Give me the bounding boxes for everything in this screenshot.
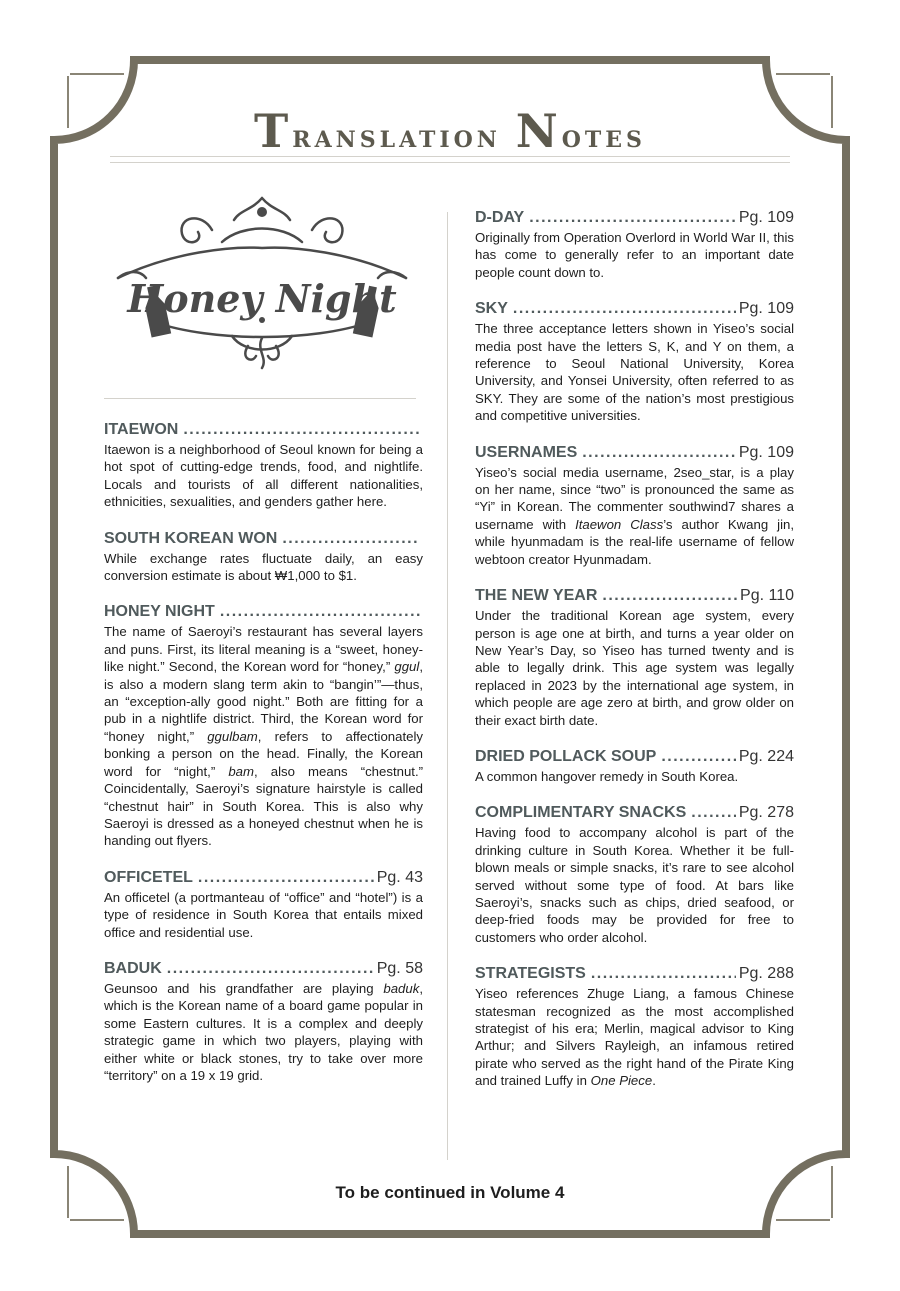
note-header (475, 802, 794, 823)
note-italic-text: ggul (394, 659, 420, 675)
note-text: , which is the Korean name of a board game popular in some Eastern cultures. It is a complex and deeply strategic game in which two players, playing with either white or black stones, try to take over more “territory” on a 19 x 19 grid. (104, 980, 423, 1083)
dot-leader (591, 963, 736, 984)
note-italic-text: Itaewon Class (575, 516, 664, 532)
note-text: A common hangover remedy in South Korea. (475, 768, 739, 784)
note-body (104, 550, 423, 585)
note-text: , is also a modern slang term akin to “bangin’”—thus, an “exception-ally good night.” Both are fitting for a pub in a nightlife district. Third, the Korean word for “honey night,” (104, 659, 423, 744)
note-term: DRIED POLLACK SOUP (475, 747, 657, 765)
note-page-ref: Pg. 110 (740, 587, 794, 605)
dot-leader (661, 746, 736, 767)
title-rule-top (110, 156, 790, 157)
note-italic-text: ggulbam (207, 728, 258, 744)
note-page-ref: Pg. 109 (738, 443, 794, 461)
note-officetel (104, 867, 423, 941)
note-header (475, 746, 794, 767)
note-text: Geunsoo and his grandfather are playing (104, 980, 384, 996)
note-page-ref: Pg. 224 (738, 747, 794, 765)
note-body (104, 623, 423, 849)
note-page-ref: Pg. 109 (738, 209, 794, 226)
note-text: Having food to accompany alcohol is part of the drinking culture in South Korea. Whether it be full-blown meals or simple snacks, it’s rare to see alcohol served without some type of food. At bars like Saeroyi’s, snacks such as chips, dried seafood, or deep-fried foods may be provided for free to customers who order alcohol. (475, 825, 794, 945)
note-body (475, 985, 794, 1089)
note-text: . (652, 1073, 656, 1089)
note-page-ref: Pg. 109 (738, 300, 794, 318)
note-italic-text: One Piece (590, 1073, 653, 1089)
note-body (104, 441, 423, 511)
note-italic-text: baduk (383, 980, 420, 996)
note-complimentary-snacks (475, 802, 794, 946)
page-title: Translation Notes (254, 104, 646, 158)
left-column (104, 419, 423, 1101)
note-d-day (475, 207, 794, 281)
dot-leader (183, 419, 420, 440)
note-body (104, 980, 423, 1084)
note-baduk (104, 958, 423, 1084)
note-term: HONEY NIGHT (104, 603, 215, 621)
note-text: While exchange rates fluctuate daily, an easy conversion estimate is about ₩1,000 to $1. (104, 550, 423, 584)
note-text: Under the traditional Korean age system, every person is age one at birth, and turns a year older on New Year’s Day, so Yiseo has turned twenty and is able to legally drink. This age system was legally replaced in 2023 by the international age system, in which people are age zero at birth, and grow older on their exact birth date. (475, 608, 794, 728)
dot-leader (602, 585, 737, 606)
note-text: , also means “chestnut.” Coincidentally, Saeroyi’s signature hairstyle is called “chestnut hair” in South Korea. This is also why Saeroyi is dressed as a honeyed chestnut when he is handing out flyers. (104, 763, 423, 849)
note-header (475, 298, 794, 319)
note-page-ref: Pg. 58 (376, 959, 423, 977)
note-term: BADUK (104, 959, 162, 977)
note-term: D-DAY (475, 209, 525, 226)
note-text: Yiseo references Zhuge Liang, a famous Chinese statesman recognized as the most accomplished strategist of his era; Merlin, magical advisor to King Arthur; and Silvers Rayleigh, an infamous retired pirate who served as the right hand of the Pirate King and trained Luffy in (475, 986, 794, 1089)
note-italic-text: bam (228, 763, 254, 779)
note-term: COMPLIMENTARY SNACKS (475, 804, 687, 822)
note-itaewon (104, 419, 423, 511)
note-header (475, 442, 794, 463)
note-text: , refers to affectionately bonking a person on the head. Finally, the Korean word for “night,” (104, 728, 423, 779)
note-header (104, 958, 423, 979)
dot-leader (167, 958, 374, 979)
column-divider (447, 212, 448, 1160)
note-body (104, 889, 423, 941)
note-header (104, 601, 423, 622)
note-term: SKY (475, 300, 508, 318)
note-text: The name of Saeroyi’s restaurant has several layers and puns. First, its literal meaning is a “sweet, honey-like night.” Second, the Korean word for “honey,” (104, 624, 423, 675)
logo-text: Honey Night (127, 276, 397, 321)
note-header (475, 585, 794, 606)
note-term: OFFICETEL (104, 868, 193, 886)
note-term: SOUTH KOREAN WON (104, 529, 278, 547)
note-term: STRATEGISTS (475, 965, 586, 983)
honey-night-logo (112, 190, 412, 370)
dot-leader (220, 601, 420, 622)
note-body (475, 607, 794, 729)
title-rule-bottom (110, 162, 790, 163)
note-text: An officetel (a portmanteau of “office” and “hotel”) is a type of residence in South Korea that entails mixed office and residential use. (104, 889, 423, 940)
logo-rule (104, 398, 416, 399)
dot-leader (282, 528, 420, 549)
note-text: Itaewon is a neighborhood of Seoul known for being a hot spot of cutting-edge trends, food, and nightlife. Locals and tourists of all different nationalities, ethnicities, sexualities, and genders gather here. (104, 442, 423, 510)
note-text: The three acceptance letters shown in Yiseo’s social media post have the letters S, K, and Y on them, a reference to Seoul National University, Korea University, and Yonsei University, often referred to as SKY. They are some of the nation’s most prestigious and competitive universities. (475, 321, 794, 424)
note-body (475, 768, 794, 785)
note-body (475, 229, 794, 281)
dot-leader (691, 802, 736, 823)
note-header (475, 207, 794, 228)
note-page-ref: Pg. 288 (738, 965, 794, 983)
note-page-ref: Pg. 278 (738, 804, 794, 822)
note-term: USERNAMES (475, 443, 578, 461)
note-usernames (475, 442, 794, 568)
note-term: THE NEW YEAR (475, 587, 598, 605)
note-text: Originally from Operation Overlord in World War II, this has come to generally refer to an important date people count down to. (475, 230, 794, 280)
dot-leader (513, 298, 736, 319)
right-column (475, 207, 794, 1107)
dot-leader (198, 867, 374, 888)
note-body (475, 824, 794, 946)
note-body (475, 320, 794, 424)
continued-note: To be continued in Volume 4 (335, 1183, 565, 1202)
note-header (475, 963, 794, 984)
note-text: ’s author Kwang jin, while hyunmadam is the real-life username of fellow webtoon creator Hyunmadam. (475, 516, 795, 567)
note-strategists (475, 963, 794, 1089)
note-honey-night (104, 601, 423, 849)
note-sky (475, 298, 794, 424)
note-header (104, 419, 423, 440)
dot-leader (529, 207, 736, 228)
note-term: ITAEWON (104, 421, 179, 438)
note-header (104, 867, 423, 888)
note-body (475, 464, 794, 568)
dot-leader (582, 442, 736, 463)
note-header (104, 528, 423, 549)
note-page-ref: Pg. 43 (376, 868, 423, 886)
note-south-korean-won (104, 528, 423, 585)
note-dried-pollack-soup (475, 746, 794, 785)
note-the-new-year (475, 585, 794, 729)
note-text: Yiseo’s social media username, 2seo_star, is a play on her name, since “two” is pronounced the same as “Yi” in Korean. The commenter southwind7 shares a username with (475, 464, 794, 532)
